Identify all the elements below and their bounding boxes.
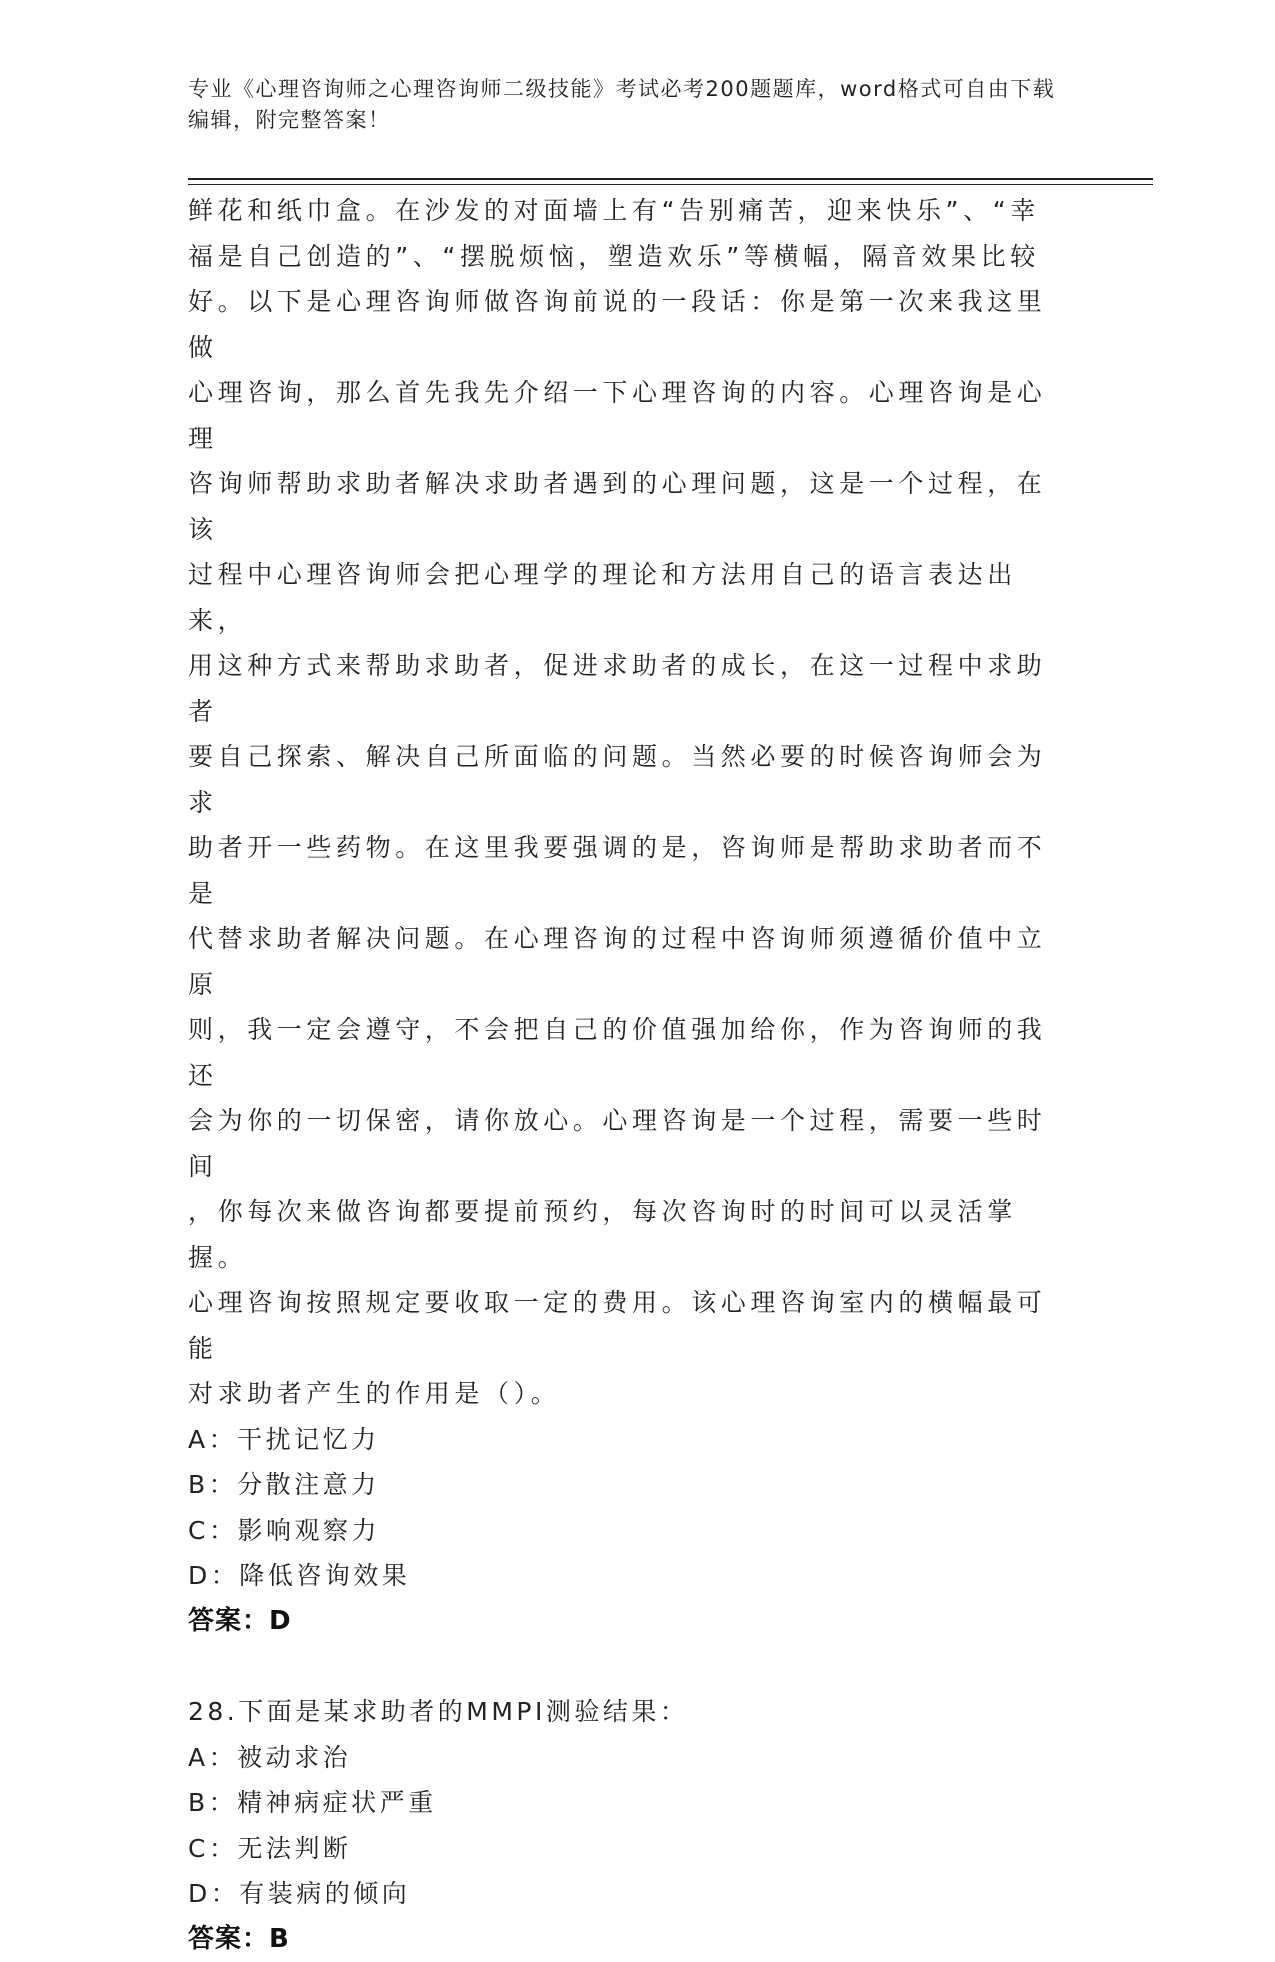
page-header: 专业《心理咨询师之心理咨询师二级技能》考试必考200题题库，word格式可自由下载编辑，附完整答案！ (188, 74, 1068, 136)
question-text-line: 则，我一定会遵守，不会把自己的价值强加给你，作为咨询师的我还 (188, 1007, 1068, 1098)
question-text-line: 助者开一些药物。在这里我要强调的是，咨询师是帮助求助者而不是 (188, 825, 1068, 916)
answer-label: 答案：D (188, 1599, 1068, 1645)
option-d: D：有装病的倾向 (188, 1871, 1068, 1917)
question-text-line: 心理咨询，那么首先我先介绍一下心理咨询的内容。心理咨询是心理 (188, 370, 1068, 461)
option-c: C：影响观察力 (188, 1508, 1068, 1554)
document-body (188, 188, 1068, 1962)
option-a: A：干扰记忆力 (188, 1417, 1068, 1463)
question-text-line: ，你每次来做咨询都要提前预约，每次咨询时的时间可以灵活掌握。 (188, 1189, 1068, 1280)
option-b: B：分散注意力 (188, 1462, 1068, 1508)
question-text-line: 咨询师帮助求助者解决求助者遇到的心理问题，这是一个过程，在该 (188, 461, 1068, 552)
question-text-line: 对求助者产生的作用是（）。 (188, 1371, 1068, 1417)
answer-label: 答案：B (188, 1917, 1068, 1962)
question-28 (188, 1689, 1068, 1962)
question-stem: 28.下面是某求助者的MMPI测验结果： (188, 1689, 1068, 1735)
option-c: C：无法判断 (188, 1826, 1068, 1872)
header-divider-thin (188, 184, 1153, 185)
question-text-line: 过程中心理咨询师会把心理学的理论和方法用自己的语言表达出来， (188, 552, 1068, 643)
question-text-line: 要自己探索、解决自己所面临的问题。当然必要的时候咨询师会为求 (188, 734, 1068, 825)
option-d: D：降低咨询效果 (188, 1553, 1068, 1599)
question-text-line: 鲜花和纸巾盒。在沙发的对面墙上有“告别痛苦，迎来快乐”、“幸 (188, 188, 1068, 234)
option-a: A：被动求治 (188, 1735, 1068, 1781)
header-divider-thick (188, 178, 1153, 180)
option-b: B：精神病症状严重 (188, 1780, 1068, 1826)
question-text-line: 会为你的一切保密，请你放心。心理咨询是一个过程，需要一些时间 (188, 1098, 1068, 1189)
question-27-continuation (188, 188, 1068, 1644)
question-text-line: 好。以下是心理咨询师做咨询前说的一段话：你是第一次来我这里做 (188, 279, 1068, 370)
question-text-line: 心理咨询按照规定要收取一定的费用。该心理咨询室内的横幅最可能 (188, 1280, 1068, 1371)
question-text-line: 福是自己创造的”、“摆脱烦恼，塑造欢乐”等横幅，隔音效果比较 (188, 234, 1068, 280)
question-text-line: 用这种方式来帮助求助者，促进求助者的成长，在这一过程中求助者 (188, 643, 1068, 734)
question-text-line: 代替求助者解决问题。在心理咨询的过程中咨询师须遵循价值中立原 (188, 916, 1068, 1007)
question-spacer (188, 1644, 1068, 1689)
